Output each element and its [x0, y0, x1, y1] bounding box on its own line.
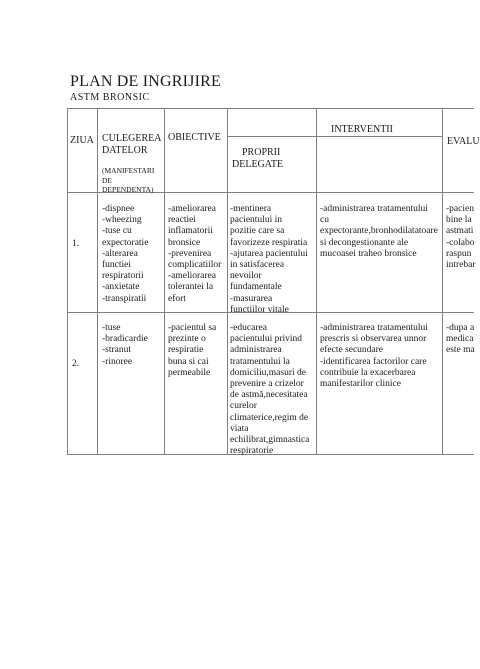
row2-ziua: 2.	[72, 359, 80, 369]
header-obiective: OBIECTIVE	[168, 132, 221, 143]
row2-evaluare: -dupa a medica este ma	[446, 323, 475, 356]
header-evaluare: EVALU	[447, 136, 480, 147]
header-culegerea-datelor: CULEGEREA DATELOR	[102, 133, 162, 156]
interventii-divider	[227, 136, 442, 137]
table-border-top	[67, 108, 474, 109]
row1-interventii-delegate: -administrarea tratamentului cu expectorante,bronhodilatatoare si decongestionante ale mucoasei traheo bronsice	[320, 204, 438, 259]
row2-culegerea: -tuse -bradicardie -stranut -rinoree	[102, 323, 148, 367]
row1-evaluare: -pacien bine la astmati -colabo raspun intrebar	[446, 204, 476, 271]
document-title: PLAN DE INGRIJIRE	[70, 73, 221, 90]
row1-ziua: 1.	[72, 239, 80, 249]
row1-interventii-proprii: -mentinera pacientului in pozitie care sa favorizeze respiratia -ajutarea pacientului in satisfacerea nevoilor fundamentale -masurarea functiilor vitale	[230, 204, 308, 315]
column-divider	[164, 108, 165, 455]
header-interventii: INTERVENTII	[331, 124, 393, 135]
column-divider	[97, 108, 98, 455]
row1-culegerea: -dispnee -wheezing -tuse cu expectoratie -alterarea functiei respiratorii -anxietate -transpiratii	[102, 204, 149, 304]
row2-obiective: -pacientul sa prezinte o respiratie buna si cai permeabile	[168, 323, 217, 378]
care-plan-table	[67, 108, 480, 457]
document-subtitle: ASTM BRONSIC	[70, 92, 150, 103]
row1-obiective: -ameliorarea reactiei inflamatorii bronsice -prevenirea complicatiilor -ameliorarea tolerantei la efort	[168, 204, 222, 304]
row2-interventii-delegate: -administrarea tratamentului prescris si observarea unnor efecte secundare -identificarea factorilor care contribuie la exacerbarea manifestarilor clinice	[320, 323, 428, 390]
table-border-left	[67, 108, 68, 455]
column-divider	[227, 108, 228, 455]
header-manifestari: (MANIFESTARI DE DEPENDENTA)	[102, 166, 155, 194]
header-ziua: ZIUA	[70, 135, 94, 146]
row2-interventii-proprii: -educarea pacientului privind administrarea tratamentului la domiciliu,masuri de prevenire a crizelor de astmă,necesitatea curelor climaterice,regim de viata echilibrat,gimnastica respiratorie	[230, 323, 310, 457]
column-divider	[442, 108, 443, 455]
column-divider	[316, 108, 317, 455]
header-proprii-delegate: PROPRII DELEGATE	[232, 147, 284, 170]
